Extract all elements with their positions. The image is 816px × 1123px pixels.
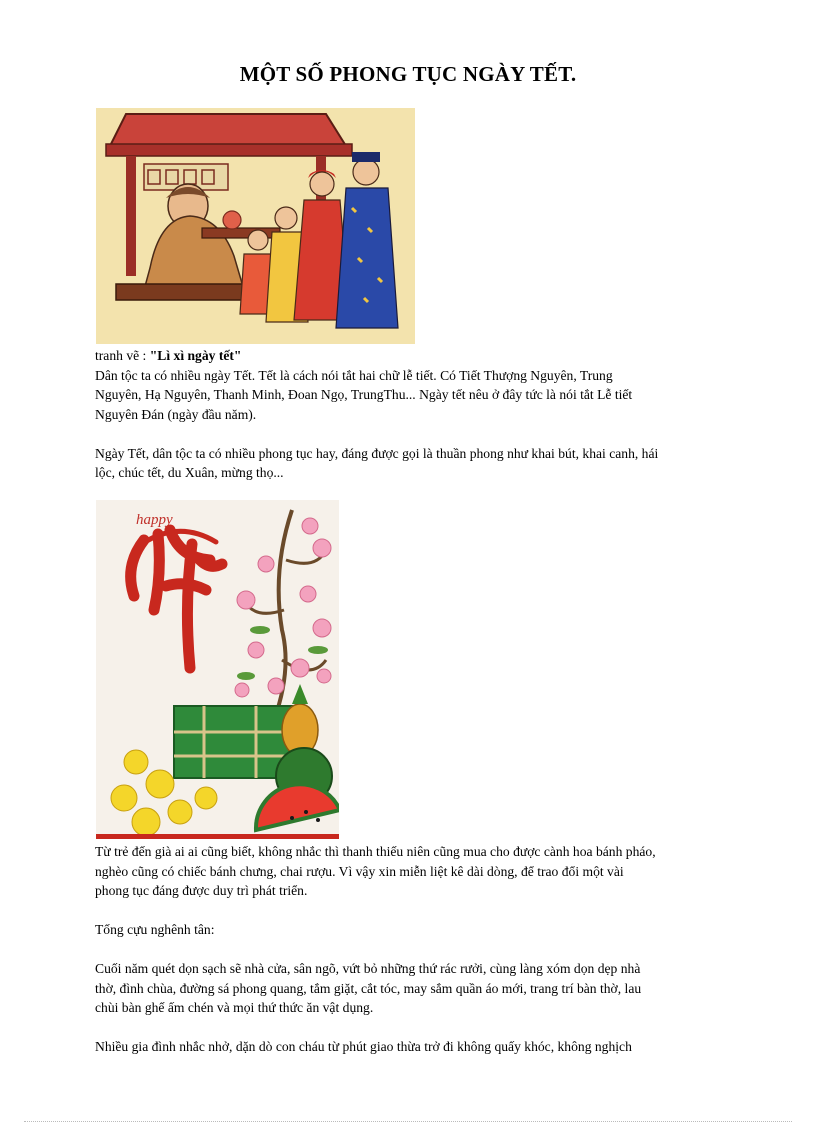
paragraph-line: Dân tộc ta có nhiều ngày Tết. Tết là cách nói tắt hai chữ lễ tiết. Có Tiết Thượng Nguyên, Trung — [95, 367, 613, 383]
paragraph-line: Nguyên Đán (ngày đầu năm). — [95, 406, 257, 422]
figure-caption — [95, 346, 757, 366]
paragraph-line: chùi bàn ghế ấm chén và mọi thứ thức ăn vật dụng. — [95, 1000, 374, 1015]
happy-tet-greeting-illustration — [96, 500, 339, 839]
paragraph-line: Nguyên, Hạ Nguyên, Thanh Minh, Đoan Ngọ, TrungThu... Ngày tết nêu ở đây tức là nói tắt Lễ tiết — [95, 387, 633, 402]
caption-title: "Lì xì ngày tết" — [149, 348, 242, 363]
paragraph-line: Ngày Tết, dân tộc ta có nhiều phong tục hay, đáng được gọi là thuần phong như khai bút, khai canh, hái — [95, 445, 659, 461]
happy-label: happy — [136, 512, 173, 528]
paragraph-line: thờ, đình chùa, đường sá phong quang, tắm giặt, cắt tóc, may sắm quần áo mới, trang trí bàn thờ, lau — [95, 980, 642, 996]
paragraph-line: Nhiều gia đình nhắc nhở, dặn dò con cháu từ phút giao thừa trở đi không quấy khóc, không nghịch — [95, 1039, 632, 1054]
paragraph-line: nghèo cũng có chiếc bánh chưng, chai rượu. Vì vậy xin miễn liệt kê dài dòng, để trao đổi một vài — [95, 863, 624, 879]
paragraph-line: lộc, chúc tết, du Xuân, mừng thọ... — [95, 465, 284, 480]
paragraph-line: Cuối năm quét dọn sạch sẽ nhà cửa, sân ngõ, vứt bỏ những thứ rác rưởi, cùng làng xóm dọn dẹp nhà — [95, 961, 641, 976]
section-heading: Tống cựu nghênh tân: — [95, 922, 215, 937]
caption-prefix: tranh vẽ : — [95, 348, 150, 363]
page-title: MỘT SỐ PHONG TỤC NGÀY TẾT. — [239, 62, 577, 86]
paragraph-line: Từ trẻ đến già ai ai cũng biết, không nhắc thì thanh thiếu niên cũng mua cho được cành hoa bánh pháo, — [95, 844, 656, 859]
paragraph-line: phong tục đáng được duy trì phát triển. — [95, 883, 308, 898]
page-divider — [24, 1121, 792, 1122]
li-xi-painting-illustration — [96, 108, 415, 344]
